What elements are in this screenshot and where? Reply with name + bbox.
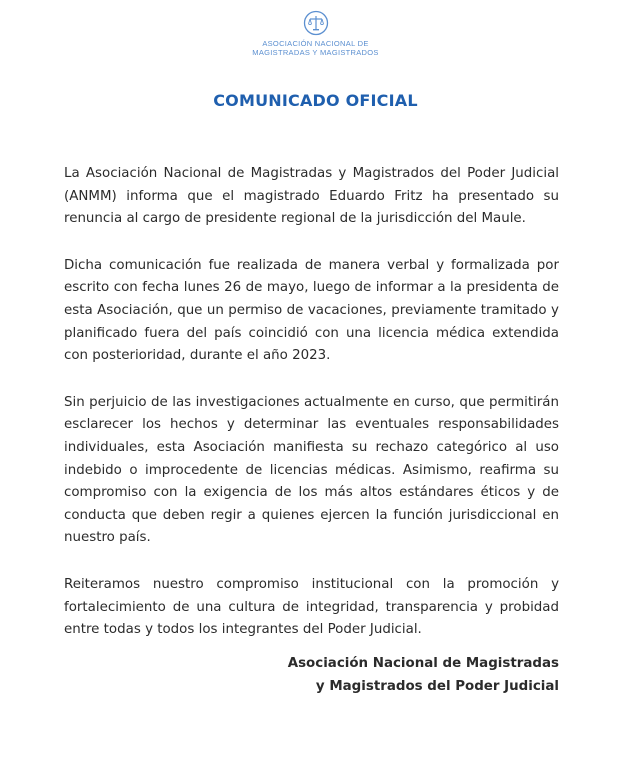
paragraph-2: Dicha comunicación fue realizada de manera verbal y formalizada por escrito con fecha lunes 26 de mayo, luego de informar a la presidenta de esta Asociación, que un permiso de vacaciones, previamente tramitado y planificado fuera del país coincidió con una licencia médica extendida con posterioridad, durante el año 2023. [64, 257, 559, 364]
scales-of-justice-icon [303, 10, 329, 36]
signature-block [288, 652, 559, 698]
document-body [64, 163, 559, 666]
signature-line-2: y Magistrados del Poder Judicial [315, 679, 559, 694]
logo-text-line-1: ASOCIACIÓN NACIONAL DE [262, 39, 369, 48]
logo-text-line-2: MAGISTRADAS Y MAGISTRADOS [252, 48, 379, 57]
paragraph-1: La Asociación Nacional de Magistradas y Magistrados del Poder Judicial (ANMM) informa que el magistrado Eduardo Fritz ha presentado su renuncia al cargo de presidente regional de la jurisdicción del Maule. [64, 166, 559, 227]
paragraph-4: Reiteramos nuestro compromiso institucional con la promoción y fortalecimiento de una cultura de integridad, transparencia y probidad entre todas y todos los integrantes del Poder Judicial. [64, 576, 559, 638]
signature-line-1: Asociación Nacional de Magistradas [287, 656, 559, 671]
document-title: COMUNICADO OFICIAL [213, 91, 418, 110]
paragraph-3: Sin perjuicio de las investigaciones actualmente en curso, que permitirán esclarecer los hechos y determinar las eventuales responsabilidades individuales, esta Asociación manifiesta su rechazo categórico al uso indebido o improcedente de licencias médicas. Asimismo, reafirma su compromiso con la exigencia de los más altos estándares éticos y de conducta que deben regir a quienes ejercen la función jurisdiccional en nuestro país. [64, 394, 559, 546]
association-logo [0, 10, 631, 57]
